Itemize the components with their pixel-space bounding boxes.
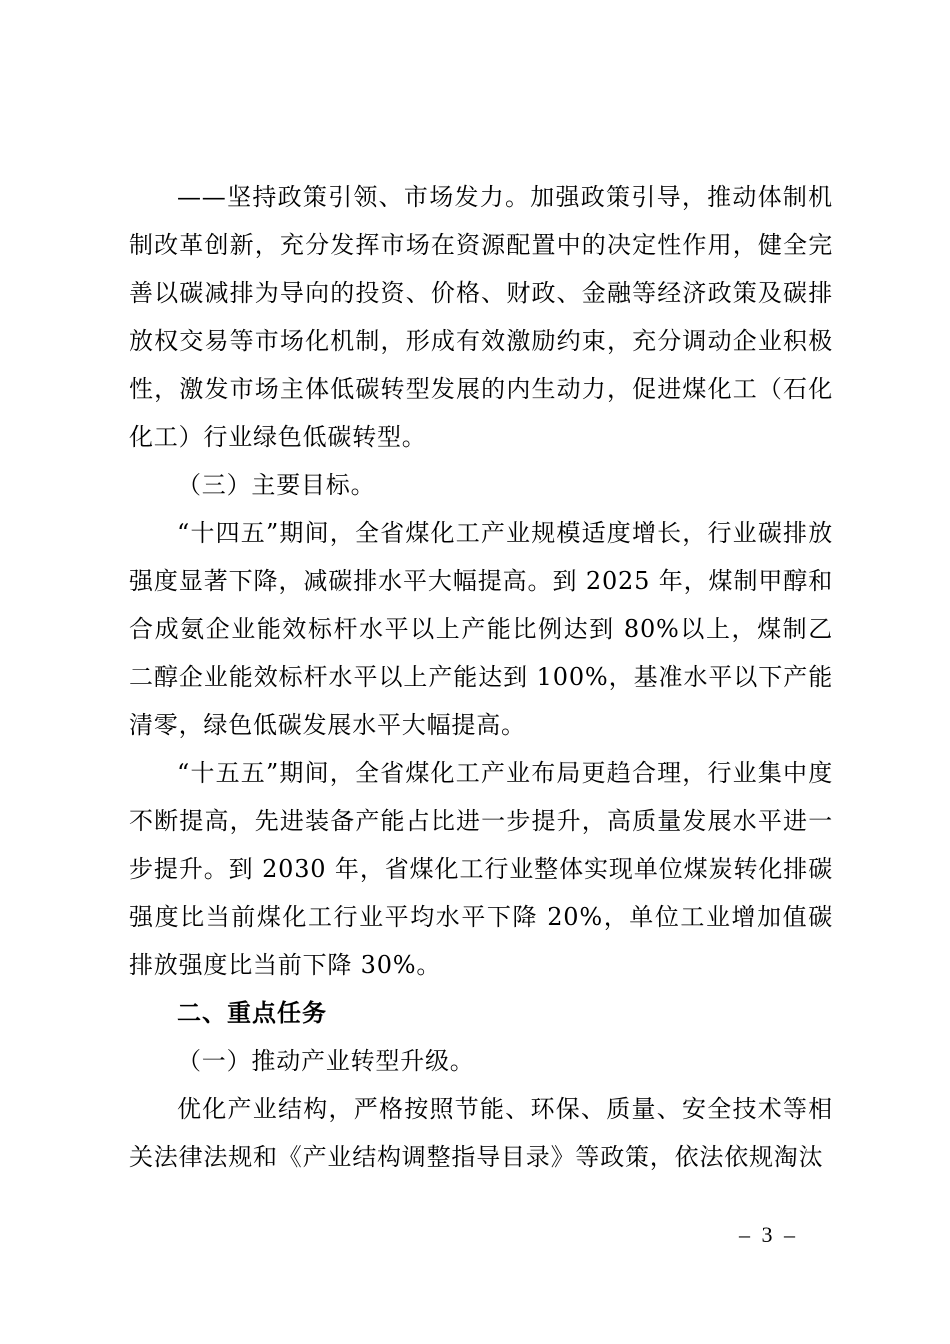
subsection-heading-main-goals: （三）主要目标。 <box>177 471 376 499</box>
page-number: – 3 – <box>739 1222 798 1247</box>
section-heading-key-tasks: 二、重点任务 <box>177 999 327 1027</box>
paragraph-15th-five-year: “十五五”期间，全省煤化工产业布局更趋合理，行业集中度不断提高，先进装备产能占比进一步提升，高质量发展水平进一步提升。到 2030 年，省煤化工行业整体实现单位煤炭转化排碳强度比当前煤化工行业平均水平下降 20%，单位工业增加值碳排放强度比当前下降 30%。 <box>129 759 833 979</box>
subsection-heading-industrial-upgrade: （一）推动产业转型升级。 <box>177 1047 475 1075</box>
paragraph-14th-five-year: “十四五”期间，全省煤化工产业规模适度增长，行业碳排放强度显著下降，减碳排水平大幅提高。到 2025 年，煤制甲醇和合成氨企业能效标杆水平以上产能比例达到 80%以上，煤制乙二醇企业能效标杆水平以上产能达到 100%，基准水平以下产能清零，绿色低碳发展水平大幅提高。 <box>129 519 833 739</box>
paragraph-optimize-structure: 优化产业结构，严格按照节能、环保、质量、安全技术等相关法律法规和《产业结构调整指导目录》等政策，依法依规淘汰 <box>129 1095 833 1171</box>
paragraph-principle: ——坚持政策引领、市场发力。加强政策引导，推动体制机制改革创新，充分发挥市场在资源配置中的决定性作用，健全完善以碳减排为导向的投资、价格、财政、金融等经济政策及碳排放权交易等市场化机制，形成有效激励约束，充分调动企业积极性，激发市场主体低碳转型发展的内生动力，促进煤化工（石化化工）行业绿色低碳转型。 <box>129 183 833 451</box>
document-body <box>129 173 833 1181</box>
